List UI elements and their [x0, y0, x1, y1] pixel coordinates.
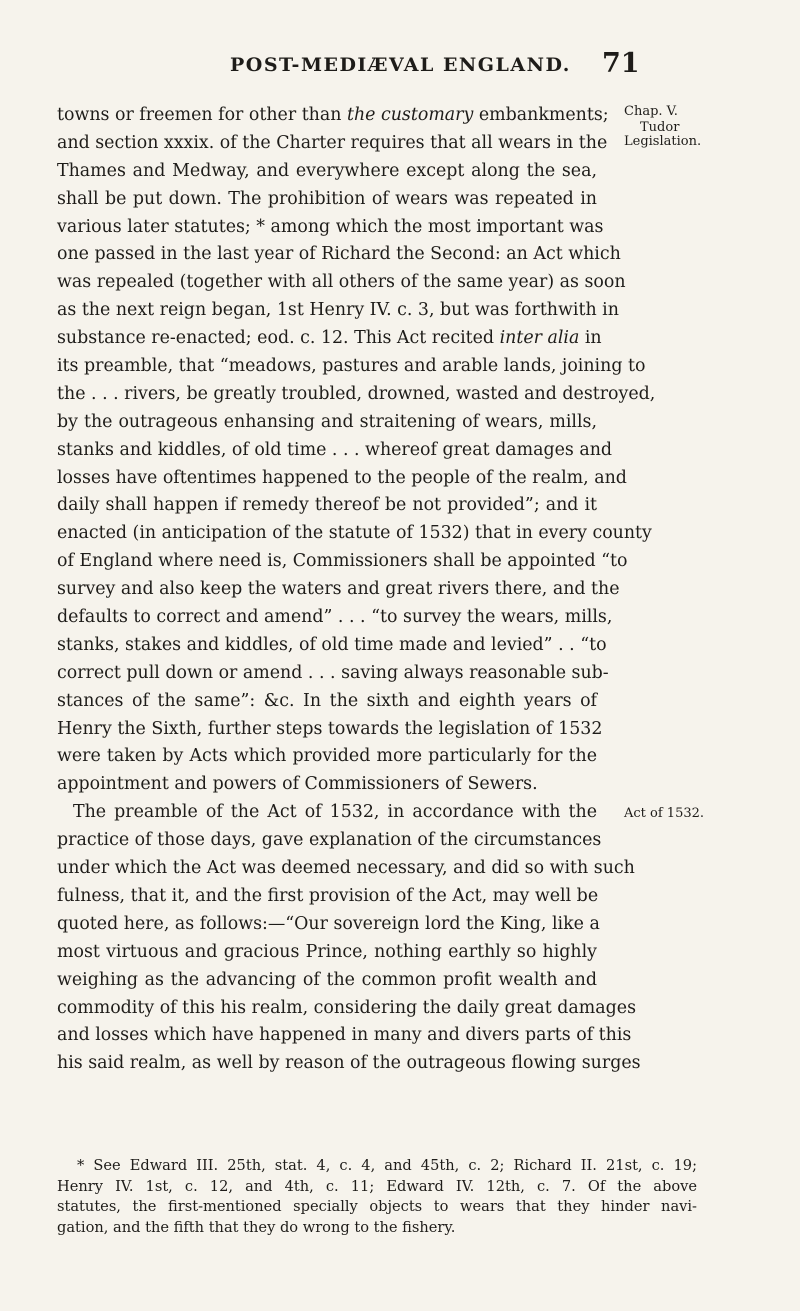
- body-line: various later statutes; * among which the most important was: [57, 216, 604, 237]
- page-header: [0, 48, 800, 88]
- margin-note-section-2: Legislation.: [624, 134, 702, 149]
- body-line: the . . . rivers, be greatly troubled, drowned, wasted and destroyed,: [57, 383, 656, 404]
- body-line: as the next reign began, 1st Henry IV. c. 3, but was forthwith in: [57, 300, 619, 321]
- body-line: daily shall happen if remedy thereof be not provided”; and it: [57, 495, 597, 516]
- body-line: The preamble of the Act of 1532, in accordance with the: [73, 802, 597, 823]
- body-line: quoted here, as follows:—“Our sovereign lord the King, like a: [57, 913, 600, 934]
- body-line: Henry the Sixth, further steps towards the legislation of 1532: [57, 718, 603, 739]
- margin-note-section: Tudor: [640, 120, 680, 135]
- footnote-line: * See Edward III. 25th, stat. 4, c. 4, and 45th, c. 2; Richard II. 21st, c. 19;: [77, 1157, 697, 1174]
- footnote-line: statutes, the first-mentioned specially objects to wears that they hinder navi-: [57, 1198, 697, 1216]
- body-line: defaults to correct and amend” . . . “to survey the wears, mills,: [57, 607, 613, 628]
- body-line: and section xxxix. of the Charter requires that all wears in the: [57, 132, 608, 153]
- body-line: appointment and powers of Commissioners of Sewers.: [57, 774, 538, 795]
- body-line: by the outrageous enhansing and straitening of wears, mills,: [57, 411, 597, 432]
- running-head: POST-MEDIÆVAL ENGLAND.: [230, 54, 571, 76]
- body-line: stances of the same”: &c. In the sixth and eighth years of: [57, 690, 597, 711]
- footnote-line: Henry IV. 1st, c. 12, and 4th, c. 11; Edward IV. 12th, c. 7. Of the above: [57, 1177, 697, 1195]
- body-line: stanks, stakes and kiddles, of old time made and levied” . . “to: [57, 634, 607, 655]
- body-line: Thames and Medway, and everywhere except along the sea,: [57, 160, 597, 181]
- body-line: was repealed (together with all others of the same year) as soon: [57, 272, 626, 293]
- body-line: of England where need is, Commissioners shall be appointed “to: [57, 551, 628, 572]
- footnote: [57, 1156, 697, 1238]
- body-line: were taken by Acts which provided more particularly for the: [57, 746, 597, 767]
- body-line: practice of those days, gave explanation of the circumstances: [57, 830, 602, 851]
- body-line: survey and also keep the waters and great rivers there, and the: [57, 579, 620, 600]
- margin-note-chapter: Chap. V.: [624, 104, 678, 119]
- body-line: most virtuous and gracious Prince, nothing earthly so highly: [57, 941, 597, 962]
- page-number: 71: [602, 48, 640, 79]
- body-line: and losses which have happened in many and divers parts of this: [57, 1025, 632, 1046]
- body-line: its preamble, that “meadows, pastures and arable lands, joining to: [57, 356, 646, 377]
- body-line: enacted (in anticipation of the statute of 1532) that in every county: [57, 523, 652, 544]
- body-line: fulness, that it, and the first provision of the Act, may well be: [57, 885, 599, 906]
- body-line: shall be put down. The prohibition of wears was repeated in: [57, 188, 597, 209]
- margin-note-act: Act of 1532.: [624, 806, 705, 821]
- footnote-line: gation, and the fifth that they do wrong to the fishery.: [57, 1218, 456, 1236]
- body-line: one passed in the last year of Richard the Second: an Act which: [57, 244, 621, 265]
- body-line: weighing as the advancing of the common profit wealth and: [57, 969, 597, 990]
- body-line: substance re-enacted; eod. c. 12. This Act recited inter alia in: [57, 328, 602, 349]
- body-line: losses have oftentimes happened to the people of the realm, and: [57, 467, 627, 488]
- body-line: correct pull down or amend . . . saving always reasonable sub-: [57, 662, 609, 683]
- body-line: under which the Act was deemed necessary, and did so with such: [57, 858, 635, 879]
- body-line: towns or freemen for other than the customary embankments;: [57, 105, 609, 125]
- body-line: his said realm, as well by reason of the outrageous flowing surges: [57, 1053, 641, 1074]
- body-line: commodity of this his realm, considering the daily great damages: [57, 997, 637, 1018]
- body-line: stanks and kiddles, of old time . . . whereof great damages and: [57, 439, 613, 460]
